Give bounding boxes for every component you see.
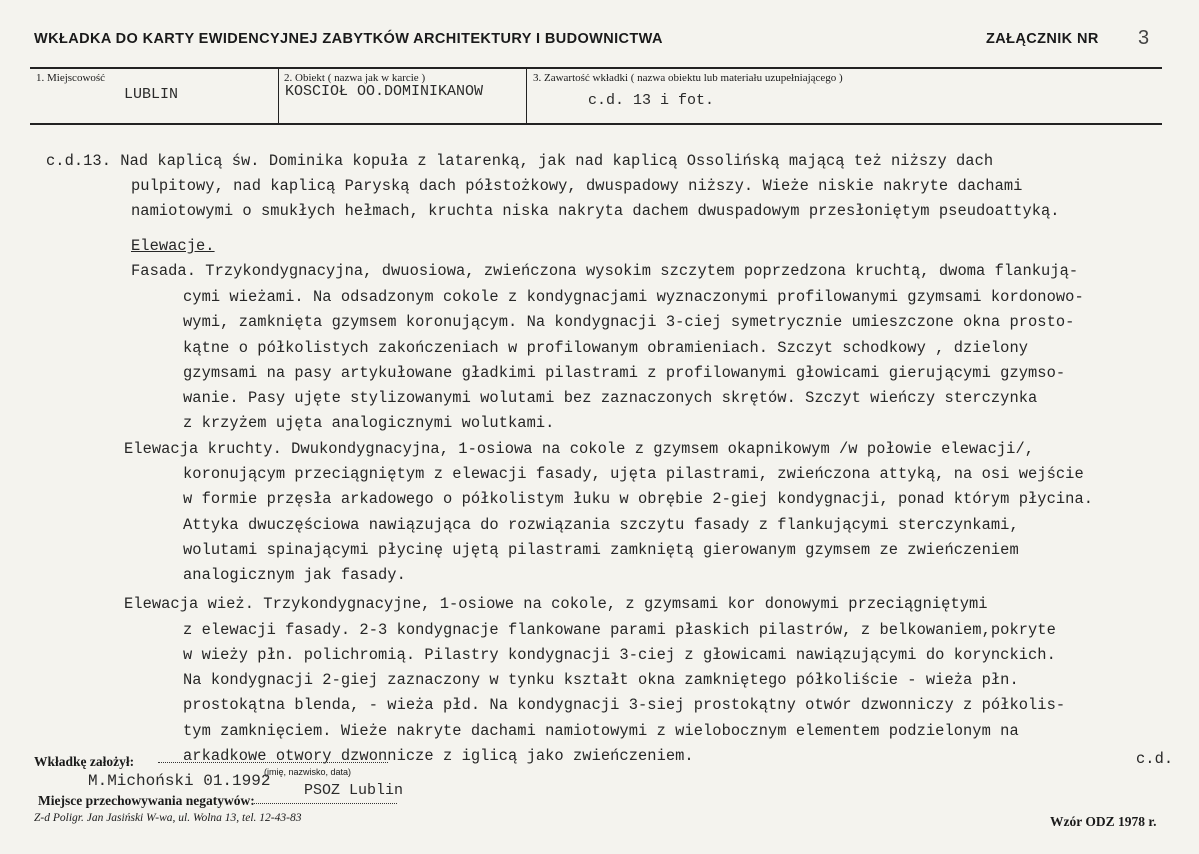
- body-line-17: analogicznym jak fasady.: [183, 566, 406, 584]
- body-line-20: w wieży płn. polichromią. Pilastry kondygnacji 3-ciej z głowicami nawiązującymi do korynckich.: [183, 646, 1056, 664]
- printer-info: Z-d Poligr. Jan Jasiński W-wa, ul. Wolna 13, tel. 12-43-83: [34, 812, 302, 824]
- founder-label: Wkładkę założył:: [34, 754, 135, 769]
- field-divider-2: [526, 69, 527, 123]
- body-line-11: z krzyżem ujęta analogicznymi wolutkami.: [183, 414, 555, 432]
- header-bottom-rule: [30, 123, 1162, 125]
- content-label: 3. Zawartość wkładki ( nazwa obiektu lub materiału uzupełniającego ): [533, 72, 843, 84]
- founder-value: M.Michoński 01.1992: [88, 772, 271, 790]
- body-line-12: Elewacja kruchty. Dwukondygnacyjna, 1-osiowa na cokole z gzymsem okapnikowym /w połowie elewacji/,: [124, 440, 1035, 458]
- annex-number: 3: [1138, 27, 1150, 49]
- body-line-14: w formie przęsła arkadowego o półkolistym łuku w obrębie 2-giej kondygnacji, ponad którym płycina.: [183, 490, 1094, 508]
- section-heading-elevations: Elewacje.: [131, 237, 215, 255]
- place-value: LUBLIN: [124, 86, 179, 103]
- body-line-13: koronującym przeciągniętym z elewacji fasady, ujęta pilastrami, zwieńczona attyką, na osi wejście: [183, 465, 1084, 483]
- object-value: KOSCIOŁ OO.DOMINIKANOW: [285, 83, 484, 100]
- body-line-5: Fasada. Trzykondygnacyjna, dwuosiowa, zwieńczona wysokim szczytem poprzedzona kruchtą, dwoma flankują-: [131, 262, 1079, 280]
- storage-dotted-line: [252, 803, 397, 804]
- storage-label: Miejsce przechowywania negatywów:: [38, 793, 255, 808]
- header-top-rule: [30, 67, 1162, 69]
- body-line-6: cymi wieżami. Na odsadzonym cokole z kondygnacjami wyznaczonymi profilowanymi gzymsami kordonowo-: [183, 288, 1084, 306]
- body-line-2: pulpitowy, nad kaplicą Paryską dach półstożkowy, dwuspadowy niższy. Wieże niskie nakryte dachami: [131, 177, 1023, 195]
- body-line-16: wolutami spinającymi płycinę ujętą pilastrami zamkniętą gierowanym gzymsem ze zwieńczeniem: [183, 541, 1019, 559]
- annex-label: ZAŁĄCZNIK NR: [986, 31, 1099, 47]
- body-line-10: wanie. Pasy ujęte stylizowanymi wolutami bez zaznaczonych skrętów. Szczyt wieńczy sterczynka: [183, 389, 1038, 407]
- body-line-1: c.d.13. Nad kaplicą św. Dominika kopuła z latarenką, jak nad kaplicą Ossolińską mającą też niższy dach: [46, 152, 994, 170]
- body-line-9: gzymsami na pasy artykułowane gładkimi pilastrami z profilowanymi głowicami gierującymi gzymso-: [183, 364, 1066, 382]
- body-line-18: Elewacja wież. Trzykondygnacyjne, 1-osiowe na cokole, z gzymsami kor donowymi przeciągniętymi: [124, 595, 988, 613]
- body-line-7: wymi, zamknięta gzymsem koronującym. Na kondygnacji 3-ciej symetrycznie umieszczone okna prosto-: [183, 313, 1075, 331]
- body-line-21: Na kondygnacji 2-giej zaznaczony w tynku kształt okna zamkniętego półkoliście - wieża płn.: [183, 671, 1019, 689]
- founder-hint: (imię, nazwisko, data): [264, 767, 352, 777]
- founder-dotted-line: [158, 762, 388, 763]
- body-line-22: prostokątna blenda, - wieża płd. Na kondygnacji 3-siej prostokątny otwór dzwonniczy z półkolis-: [183, 696, 1066, 714]
- content-value: c.d. 13 i fot.: [588, 92, 715, 109]
- place-label: 1. Miejscowość: [36, 72, 106, 84]
- body-line-19: z elewacji fasady. 2-3 kondygnacje flankowane parami płaskich pilastrów, z belkowaniem,pokryte: [183, 621, 1056, 639]
- form-model: Wzór ODZ 1978 r.: [1050, 814, 1157, 829]
- field-divider-1: [278, 69, 279, 123]
- continued-mark: c.d.: [1136, 750, 1174, 768]
- body-line-23: tym zamknięciem. Wieże nakryte dachami namiotowymi z wielobocznym elementem podzielonym na: [183, 722, 1019, 740]
- object-label: 2. Obiekt ( nazwa jak w karcie ): [284, 72, 426, 84]
- form-title: WKŁADKA DO KARTY EWIDENCYJNEJ ZABYTKÓW ARCHITEKTURY I BUDOWNICTWA: [34, 31, 663, 47]
- body-line-24: arkadkowe otwory dzwonnicze z iglicą jako zwieńczeniem.: [183, 747, 694, 765]
- body-line-8: kątne o półkolistych zakończeniach w profilowanym obramieniach. Szczyt schodkowy , dzielony: [183, 339, 1029, 357]
- storage-value: PSOZ Lublin: [304, 782, 404, 799]
- body-line-15: Attyka dwuczęściowa nawiązująca do rozwiązania szczytu fasady z flankującymi sterczynkami,: [183, 516, 1019, 534]
- body-line-3: namiotowymi o smukłych hełmach, kruchta niska nakryta dachem dwuspadowym przesłoniętym pseudoattyką.: [131, 202, 1060, 220]
